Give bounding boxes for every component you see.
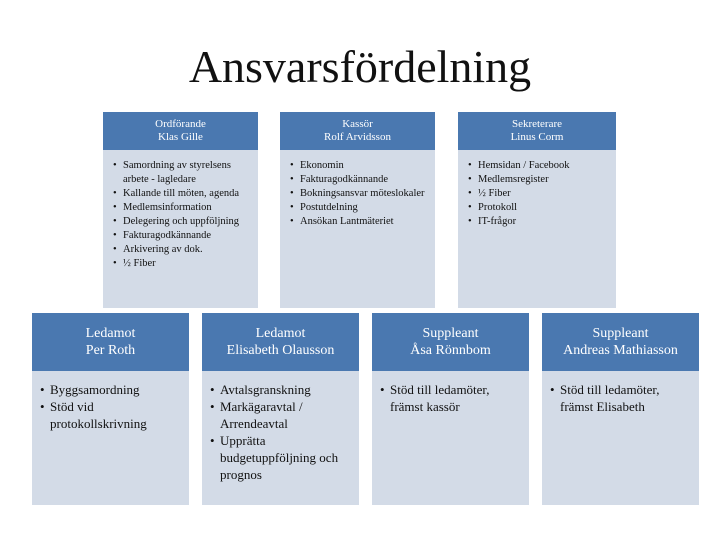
- card-suppleant-asa-ronnbom: [372, 313, 529, 505]
- role-label: Sekreterare: [511, 118, 563, 130]
- card-body: [372, 371, 529, 505]
- list-item: • Arkivering av dok.: [113, 243, 252, 257]
- role-label: Ledamot: [85, 326, 136, 341]
- card-ordforande: [103, 112, 258, 308]
- list-item: • Avtalsgranskning: [210, 381, 351, 398]
- list-item: • Upprätta budgetuppföljning och prognos: [210, 432, 351, 483]
- card-body: [202, 371, 359, 505]
- person-name: Per Roth: [85, 343, 136, 358]
- card-ledamot-per-roth: [32, 313, 189, 505]
- role-label: Suppleant: [422, 326, 479, 341]
- card-header: [202, 313, 359, 371]
- list-item: • Ansökan Lantmäteriet: [290, 215, 429, 229]
- person-name: Linus Corm: [510, 131, 564, 143]
- role-label: Ordförande: [155, 118, 206, 130]
- card-body: [542, 371, 699, 505]
- list-item: • Medlemsinformation: [113, 201, 252, 215]
- list-item: • Stöd vid protokollskrivning: [40, 398, 181, 432]
- list-item: • Protokoll: [468, 201, 610, 215]
- person-name: Elisabeth Olausson: [226, 343, 335, 358]
- card-header: [458, 112, 616, 150]
- list-item: • Hemsidan / Facebook: [468, 159, 610, 173]
- responsibility-list: [468, 159, 610, 229]
- list-item: • Byggsamordning: [40, 381, 181, 398]
- card-header: [372, 313, 529, 371]
- responsibility-list: [290, 159, 429, 229]
- list-item: • Fakturagodkännande: [113, 229, 252, 243]
- card-body: [280, 150, 435, 308]
- list-item: • Ekonomin: [290, 159, 429, 173]
- list-item: • IT-frågor: [468, 215, 610, 229]
- role-label: Kassör: [342, 118, 373, 130]
- list-item: • Postutdelning: [290, 201, 429, 215]
- card-header: [32, 313, 189, 371]
- person-name: Klas Gille: [158, 131, 203, 143]
- list-item: • Markägaravtal / Arrendeavtal: [210, 398, 351, 432]
- list-item: • Stöd till ledamöter, främst kassör: [380, 381, 521, 415]
- page-title: Ansvarsfördelning: [188, 41, 532, 92]
- responsibility-list: [113, 159, 252, 271]
- responsibility-list: [380, 381, 521, 415]
- responsibility-list: [550, 381, 691, 415]
- card-body: [32, 371, 189, 505]
- person-name: Andreas Mathiasson: [563, 343, 678, 358]
- person-name: Åsa Rönnbom: [410, 343, 491, 358]
- card-header: [280, 112, 435, 150]
- list-item: • Delegering och uppföljning: [113, 215, 252, 229]
- card-header: [542, 313, 699, 371]
- list-item: • Stöd till ledamöter, främst Elisabeth: [550, 381, 691, 415]
- card-header: [103, 112, 258, 150]
- person-name: Rolf Arvidsson: [324, 131, 391, 143]
- role-label: Ledamot: [255, 326, 306, 341]
- card-body: [458, 150, 616, 308]
- list-item: • Bokningsansvar möteslokaler: [290, 187, 429, 201]
- list-item: • ½ Fiber: [113, 257, 252, 271]
- list-item: • Kallande till möten, agenda: [113, 187, 252, 201]
- card-sekreterare: [458, 112, 616, 308]
- card-body: [103, 150, 258, 308]
- card-suppleant-andreas-mathiasson: [542, 313, 699, 505]
- responsibility-list: [210, 381, 351, 483]
- list-item: • Medlemsregister: [468, 173, 610, 187]
- list-item: • ½ Fiber: [468, 187, 610, 201]
- list-item: • Samordning av styrelsens arbete - lagledare: [113, 159, 252, 187]
- list-item: • Fakturagodkännande: [290, 173, 429, 187]
- responsibility-list: [40, 381, 181, 432]
- card-kassor: [280, 112, 435, 308]
- role-label: Suppleant: [592, 326, 649, 341]
- card-ledamot-elisabeth-olausson: [202, 313, 359, 505]
